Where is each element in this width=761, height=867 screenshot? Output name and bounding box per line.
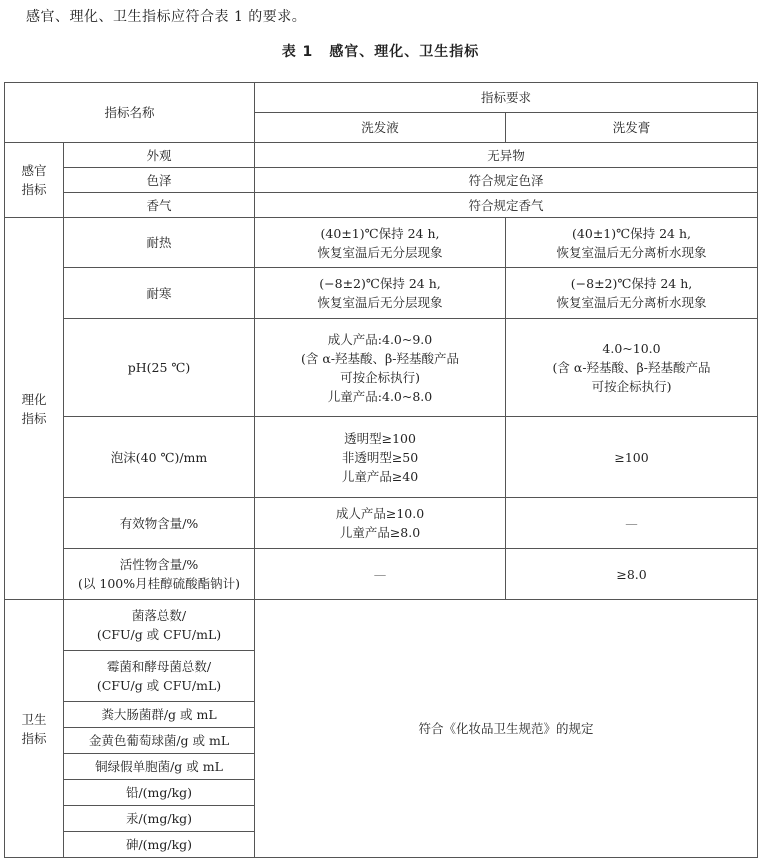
value-line: 非透明型≥50 [341,449,419,465]
group-label-line: 感官 [21,163,47,178]
row-name: 泡沫(40 ℃)/mm [64,417,255,498]
value-line: 可按企标执行) [591,379,672,394]
table-title: 感官、理化、卫生指标 [329,44,480,60]
liquid-value [255,268,506,319]
table-number: 表 1 [281,44,314,60]
row-name: 有效物含量/% [64,498,255,549]
row-name: pH(25 ℃) [64,319,255,417]
group-physchem [5,218,64,600]
table-row [5,143,758,168]
value-line: 儿童产品:4.0~8.0 [327,388,433,404]
value-line: (含 α-羟基酸、β-羟基酸产品 [552,360,711,375]
row-name: 汞/(mg/kg) [64,806,255,832]
hygiene-value: 符合《化妆品卫生规范》的规定 [255,600,758,858]
name-line: 菌落总数/ [131,608,187,623]
group-sensory [5,143,64,218]
value-line: 恢复室温后无分离析水现象 [556,244,707,260]
value-line: 儿童产品≥8.0 [339,525,421,540]
table-row [5,319,758,417]
name-line: (以 100%月桂醇硫酸酯钠计) [78,576,240,591]
value-line: (40±1)℃保持 24 h, [320,225,440,241]
value-line: 恢复室温后无分层现象 [317,244,443,260]
value-line: 恢复室温后无分离析水现象 [556,295,707,310]
row-value: 符合规定色泽 [255,168,758,193]
group-label-line: 卫生 [21,711,47,727]
table-row [5,600,758,651]
row-name: 砷/(mg/kg) [64,832,255,858]
row-name [64,600,255,651]
value-line: 儿童产品≥40 [341,468,419,484]
group-label-line: 指标 [21,182,47,197]
row-name [64,651,255,702]
row-name: 外观 [64,143,255,168]
value-line: 4.0~10.0 [602,341,661,356]
row-name: 金黄色葡萄球菌/g 或 mL [64,728,255,754]
table-row [5,498,758,549]
value-line: 成人产品≥10.0 [335,506,425,521]
row-name: 铅/(mg/kg) [64,780,255,806]
group-label-line: 理化 [21,391,47,407]
table-row [5,218,758,268]
row-name: 耐热 [64,218,255,268]
row-name: 粪大肠菌群/g 或 mL [64,702,255,728]
header-requirement: 指标要求 [255,83,758,113]
name-line: 活性物含量/% [119,557,199,572]
name-line: 霉菌和酵母菌总数/ [106,659,212,674]
row-value: 无异物 [255,143,758,168]
table-row [5,549,758,600]
row-name: 色泽 [64,168,255,193]
row-name: 耐寒 [64,268,255,319]
liquid-value [255,319,506,417]
paste-value [506,218,758,268]
group-label-line: 指标 [21,410,47,426]
value-line: 透明型≥100 [344,430,416,446]
spec-table [4,82,758,858]
table-row [5,417,758,498]
table-caption [0,41,761,61]
row-name: 香气 [64,193,255,218]
paste-value: ≥100 [506,417,758,498]
name-line: (CFU/g 或 CFU/mL) [96,627,222,642]
paste-value [506,319,758,417]
table-row [5,168,758,193]
value-line: (−8±2)℃保持 24 h, [570,276,693,291]
group-hygiene [5,600,64,858]
header-col-liquid: 洗发液 [255,113,506,143]
paste-value [506,268,758,319]
value-line: 成人产品:4.0~9.0 [327,331,433,347]
table-row [5,268,758,319]
row-value: 符合规定香气 [255,193,758,218]
row-name: 铜绿假单胞菌/g 或 mL [64,754,255,780]
group-label-line: 指标 [21,730,47,746]
paste-value: — [506,498,758,549]
header-row [5,83,758,113]
value-line: (−8±2)℃保持 24 h, [319,276,441,291]
intro-text: 感官、理化、卫生指标应符合表 1 的要求。 [26,9,307,25]
table-row [5,193,758,218]
liquid-value [255,417,506,498]
header-indicator-name: 指标名称 [5,83,255,143]
value-line: 可按企标执行) [340,369,420,385]
value-line: (含 α-羟基酸、β-羟基酸产品 [301,350,459,366]
row-name [64,549,255,600]
liquid-value [255,218,506,268]
value-line: (40±1)℃保持 24 h, [572,225,691,241]
liquid-value [255,498,506,549]
header-col-paste: 洗发膏 [506,113,758,143]
name-line: (CFU/g 或 CFU/mL) [96,678,222,693]
paste-value: ≥8.0 [506,549,758,600]
value-line: 恢复室温后无分层现象 [317,295,443,310]
liquid-value: — [255,549,506,600]
